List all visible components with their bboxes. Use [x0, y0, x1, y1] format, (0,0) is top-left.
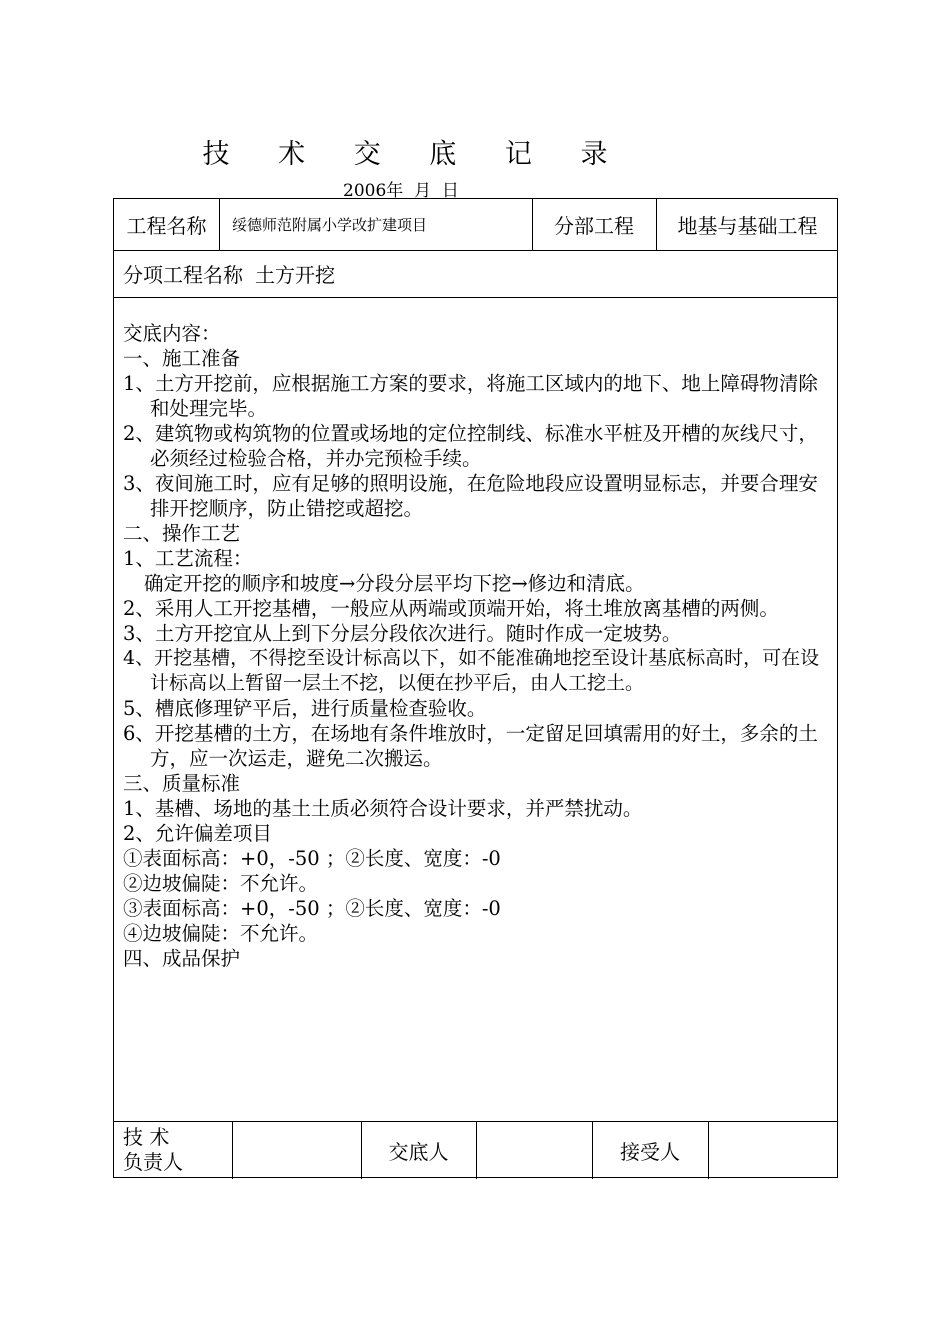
content-line: ③表面标高：+0，-50 ；②长度、宽度：-0: [123, 897, 501, 920]
row-divider: [114, 297, 837, 298]
record-table: [113, 198, 838, 1178]
content-intro: 交底内容：: [123, 322, 221, 345]
content-line: ①表面标高：+0，-50 ；②长度、宽度：-0: [123, 847, 501, 870]
handover-person-label: 交底人: [388, 1139, 449, 1164]
content-line: 二、操作工艺: [123, 522, 241, 545]
tech-lead-signature-field[interactable]: [232, 1121, 361, 1179]
content-line: 4、开挖基槽，不得挖至设计标高以下，如不能准确地挖至设计基底标高时，可在设计标高以上暂留一层土不挖，以便在抄平后，由人工挖土。: [123, 647, 820, 694]
tech-lead-label: [123, 1125, 183, 1175]
receiver-label: 接受人: [620, 1139, 680, 1164]
content-line: 2、建筑物或构筑物的位置或场地的定位控制线、标准水平桩及开槽的灰线尺寸，必须经过检验合格，并办完预检手续。: [123, 422, 818, 470]
col-divider: [219, 199, 220, 250]
content-line: 3、夜间施工时，应有足够的照明设施，在危险地段应设置明显标志，并要合理安排开挖顺序，防止错挖或超挖。: [123, 472, 818, 520]
content-line: 1、基槽、场地的基土土质必须符合设计要求，并严禁扰动。: [123, 797, 643, 820]
content-line: 3、土方开挖宜从上到下分层分段依次进行。随时作成一定坡势。: [123, 622, 682, 645]
tech-lead-label-line1: 技 术: [123, 1125, 170, 1149]
content-line: 2、采用人工开挖基槽，一般应从两端或顶端开始，将土堆放离基槽的两侧。: [123, 597, 779, 620]
project-name-value: 绥德师范附属小学改扩建项目: [232, 216, 428, 234]
subitem-label: 分项工程名称: [123, 263, 243, 287]
content-line: 三、质量标准: [123, 772, 241, 795]
handover-content: [123, 321, 833, 971]
content-line: ④边坡偏陡：不允许。: [123, 922, 319, 945]
project-name-label: 工程名称: [126, 214, 207, 238]
handover-person-signature-field[interactable]: [476, 1121, 592, 1179]
subitem-row: [123, 250, 335, 297]
division-label: 分部工程: [554, 214, 634, 238]
content-line: 2、允许偏差项目: [123, 822, 272, 845]
content-line: 1、土方开挖前，应根据施工方案的要求，将施工区域内的地下、地上障碍物清除和处理完毕。: [123, 372, 818, 420]
division-value: 地基与基础工程: [677, 214, 818, 238]
tech-lead-label-line2: 负责人: [123, 1150, 183, 1174]
date-line: 2006年 月 日: [343, 181, 459, 201]
content-line: 四、成品保护: [123, 947, 241, 970]
receiver-signature-field[interactable]: [708, 1121, 839, 1179]
subitem-value: 土方开挖: [255, 263, 335, 287]
content-line: 5、槽底修理铲平后，进行质量检查验收。: [123, 697, 487, 720]
content-line: ②边坡偏陡：不允许。: [123, 872, 319, 895]
content-line: 1、工艺流程：: [123, 547, 253, 570]
content-line: 一、施工准备: [123, 347, 241, 370]
content-line: 6、开挖基槽的土方，在场地有条件堆放时，一定留足回填需用的好土，多余的土方，应一次运走，避免二次搬运。: [123, 722, 818, 770]
page-title: 技 术 交 底 记 录: [202, 139, 628, 170]
content-line: 确定开挖的顺序和坡度→分段分层平均下挖→修边和清底。: [144, 572, 645, 595]
